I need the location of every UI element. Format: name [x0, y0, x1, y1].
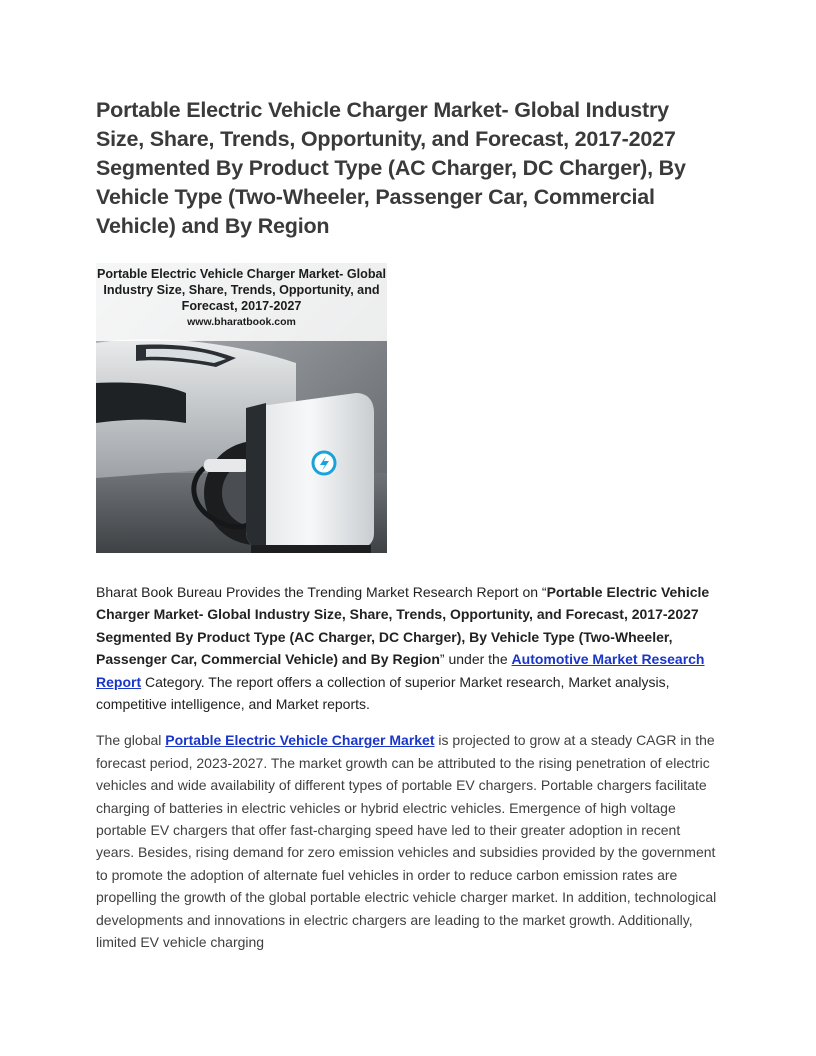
body-lead: The global [96, 732, 166, 749]
cover-banner [96, 263, 387, 341]
charger-market-link[interactable]: Portable Electric Vehicle Charger Market [165, 732, 435, 749]
intro-bold-title: Portable Electric Vehicle Charger Market- Global Industry Size, Share, Trends, Opportunity, and Forecast, 2017-2027 Segmented By Product Type (AC Charger, DC Charger), By Vehicle Type (Two-Wheeler, Passenger Car, Commercial Vehicle) and By Region [96, 584, 710, 668]
cover-banner-title: Portable Electric Vehicle Charger Market- Global Industry Size, Share, Trends, Opportunity, and Forecast, 2017-2027 [96, 267, 387, 313]
body-text: is projected to grow at a steady CAGR in the forecast period, 2023-2027. The market growth can be attributed to the rising penetration of electric vehicles and wide availability of different types of portable EV chargers. Portable chargers facilitate charging of batteries in electric vehicles or hybrid electric vehicles. Emergence of high voltage portable EV chargers that offer fast-charging speed have led to their greater adoption in recent years. Besides, rising demand for zero emission vehicles and subsidies provided by the government to promote the adoption of alternate fuel vehicles in order to reduce carbon emission rates are propelling the growth of the global portable electric vehicle charger market. In addition, technological developments and innovations in electric chargers are leading to the market growth. Additionally, limited EV vehicle charging [96, 732, 717, 951]
automotive-report-link[interactable]: Automotive Market Research Report [96, 651, 705, 690]
cover-banner-url: www.bharatbook.com [187, 316, 296, 328]
intro-lead: Bharat Book Bureau Provides the Trending Market Research Report on “ [96, 584, 547, 600]
document-title: Portable Electric Vehicle Charger Market- Global Industry Size, Share, Trends, Opportunity, and Forecast, 2017-2027 Segmented By Product Type (AC Charger, DC Charger), By Vehicle Type (Two-Wheeler, Passenger Car, Commercial Vehicle) and By Region [96, 98, 686, 238]
body-paragraph [96, 729, 720, 953]
intro-paragraph [96, 581, 720, 715]
intro-tail: Category. The report offers a collection of superior Market research, Market analysis, competitive intelligence, and Market reports. [96, 673, 670, 713]
intro-mid: ” under the [439, 651, 512, 668]
document-page [96, 96, 720, 954]
cover-image [96, 263, 387, 553]
